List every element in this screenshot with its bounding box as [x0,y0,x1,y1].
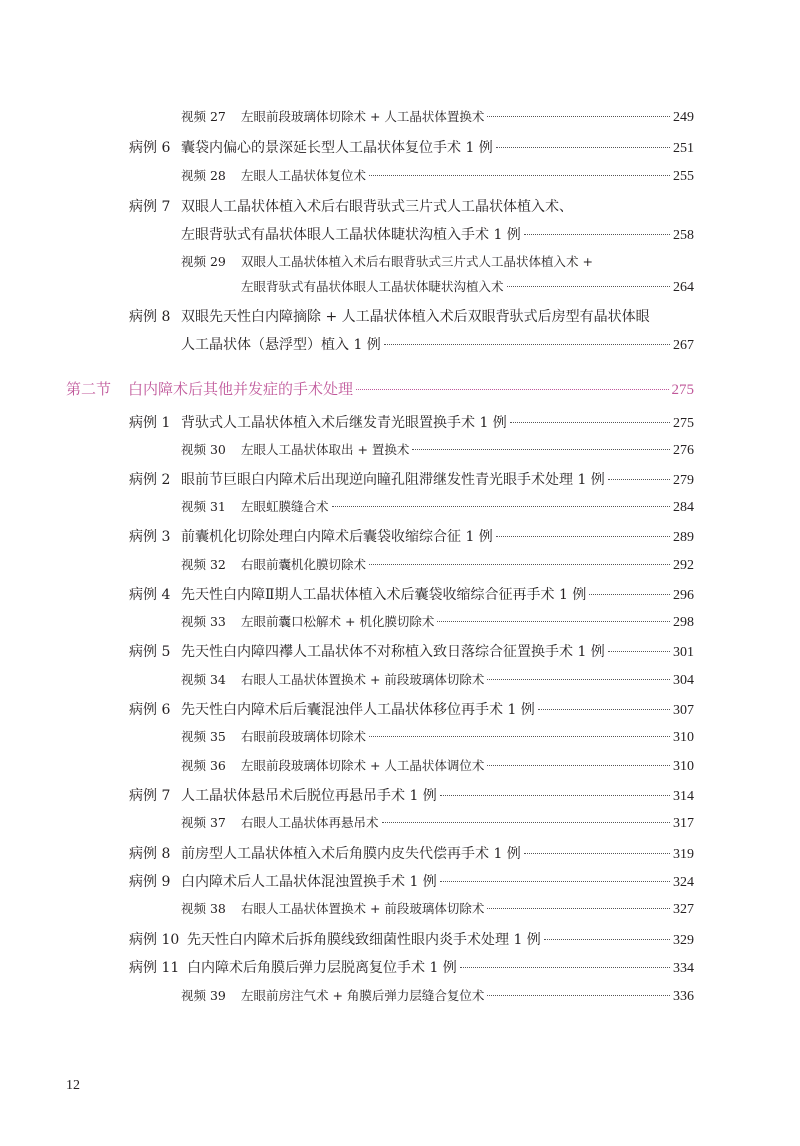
entry-title: 先天性白内障四襻人工晶状体不对称植入致日落综合征置换手术 1 例 [181,644,605,660]
entry-label: 病例 2 [129,472,171,488]
entry-title-continued: 左眼背驮式有晶状体眼人工晶状体睫状沟植入术 [241,279,504,294]
entry-title: 左眼前囊口松解术 + 机化膜切除术 [241,614,435,629]
entry-label: 病例 7 [129,199,171,215]
entry-page: 264 [673,280,694,295]
entry-title: 左眼前房注气术 + 角膜后弹力层缝合复位术 [241,988,485,1003]
entry-page: 279 [673,473,694,488]
entry-title: 右眼前段玻璃体切除术 [241,729,367,744]
dot-leader [544,939,670,940]
entry-page: 304 [673,673,694,688]
entry-page: 289 [673,530,694,545]
entry-title: 右眼人工晶状体置换术 + 前段玻璃体切除术 [241,672,485,687]
entry-page: 334 [673,961,694,976]
dot-leader [487,995,670,996]
entry-page: 327 [673,902,694,917]
entry-title: 双眼先天性白内障摘除 + 人工晶状体植入术后双眼背驮式后房型有晶状体眼 [181,309,650,325]
entry-label: 病例 6 [129,702,171,718]
toc-entry-video-39[interactable] [181,986,694,1005]
toc-entry-case-7b[interactable] [129,785,694,805]
entry-page: 275 [673,416,694,431]
entry-title: 左眼虹膜缝合术 [241,499,329,514]
entry-label: 视频 35 [181,729,226,744]
dot-leader [369,564,670,565]
entry-title: 右眼前囊机化膜切除术 [241,557,367,572]
dot-leader [382,822,670,823]
entry-title: 先天性白内障Ⅱ期人工晶状体植入术后囊袋收缩综合征再手术 1 例 [181,587,587,603]
entry-title: 眼前节巨眼白内障术后出现逆向瞳孔阻滞继发性青光眼手术处理 1 例 [181,472,605,488]
dot-leader [589,594,670,595]
dot-leader [608,651,670,652]
section-label: 第二节 [66,380,112,398]
dot-leader [384,344,670,345]
entry-page: 317 [673,816,694,831]
toc-entry-case-8b[interactable] [129,843,694,863]
entry-label: 视频 29 [181,254,226,269]
entry-label: 视频 38 [181,901,226,916]
dot-leader [487,908,670,909]
entry-title-continued: 左眼背驮式有晶状体眼人工晶状体睫状沟植入手术 1 例 [181,227,521,243]
toc-entry-case-11[interactable] [129,957,694,977]
dot-leader [440,881,670,882]
toc-entry-video-27[interactable] [181,107,694,126]
entry-label: 视频 31 [181,499,226,514]
entry-title: 背驮式人工晶状体植入术后继发青光眼置换手术 1 例 [181,415,507,431]
toc-section-2[interactable] [66,378,694,399]
entry-label: 视频 39 [181,988,226,1003]
toc-entry-video-28[interactable] [181,166,694,185]
toc-entry-video-29-cont[interactable] [241,277,694,296]
entry-page: 319 [673,847,694,862]
entry-title: 白内障术后角膜后弹力层脱离复位手术 1 例 [187,960,457,976]
entry-page: 284 [673,500,694,515]
section-page: 275 [671,382,694,398]
entry-page: 298 [673,615,694,630]
page-number: 12 [66,1078,80,1093]
dot-leader [460,967,670,968]
entry-title-continued: 人工晶状体（悬浮型）植入 1 例 [181,337,381,353]
entry-page: 276 [673,443,694,458]
dot-leader [608,479,670,480]
toc-entry-video-33[interactable] [181,612,694,631]
dot-leader [524,234,670,235]
entry-title: 双眼人工晶状体植入术后右眼背驮式三片式人工晶状体植入术、 [181,199,573,215]
dot-leader [369,736,670,737]
toc-entry-video-35[interactable] [181,727,694,746]
toc-entry-case-8-cont[interactable] [181,334,694,354]
toc-entry-case-3[interactable] [129,526,694,546]
entry-page: 307 [673,703,694,718]
entry-page: 301 [673,645,694,660]
entry-page: 251 [673,141,694,156]
entry-label: 病例 5 [129,644,171,660]
dot-leader [332,506,670,507]
toc-entry-case-8[interactable] [129,306,694,326]
dot-leader [369,175,670,176]
toc-entry-case-6b[interactable] [129,699,694,719]
dot-leader [538,709,670,710]
toc-entry-case-2[interactable] [129,469,694,489]
entry-title: 先天性白内障术后后囊混浊伴人工晶状体移位再手术 1 例 [181,702,535,718]
toc-entry-video-32[interactable] [181,555,694,574]
entry-label: 病例 8 [129,309,171,325]
dot-leader [487,679,670,680]
entry-label: 视频 28 [181,168,226,183]
dot-leader [507,286,670,287]
dot-leader [496,536,670,537]
toc-entry-case-7[interactable] [129,196,694,216]
entry-page: 255 [673,169,694,184]
entry-label: 病例 9 [129,874,171,890]
entry-page: 310 [673,730,694,745]
dot-leader [437,621,670,622]
entry-title: 左眼前段玻璃体切除术 + 人工晶状体置换术 [241,109,485,124]
entry-label: 视频 37 [181,815,226,830]
entry-title: 前房型人工晶状体植入术后角膜内皮失代偿再手术 1 例 [181,846,521,862]
toc-entry-case-6[interactable] [129,137,694,157]
entry-title: 人工晶状体悬吊术后脱位再悬吊手术 1 例 [181,788,437,804]
entry-title: 右眼人工晶状体置换术 + 前段玻璃体切除术 [241,901,485,916]
entry-title: 左眼人工晶状体取出 + 置换术 [241,442,410,457]
entry-label: 视频 32 [181,557,226,572]
entry-title: 白内障术后人工晶状体混浊置换手术 1 例 [181,874,437,890]
toc-entry-case-4[interactable] [129,584,694,604]
toc-entry-video-30[interactable] [181,440,694,459]
toc-entry-case-1[interactable] [129,412,694,432]
entry-title: 左眼人工晶状体复位术 [241,168,367,183]
entry-title: 右眼人工晶状体再悬吊术 [241,815,379,830]
entry-label: 病例 3 [129,529,171,545]
dot-leader [510,422,670,423]
entry-label: 病例 6 [129,140,171,156]
dot-leader [356,389,668,390]
toc-entry-video-29[interactable] [181,252,694,270]
dot-leader [524,853,670,854]
entry-title: 前囊机化切除处理白内障术后囊袋收缩综合征 1 例 [181,529,493,545]
toc-entry-case-5[interactable] [129,641,694,661]
entry-page: 292 [673,558,694,573]
entry-label: 病例 1 [129,415,171,431]
entry-title: 先天性白内障术后拆角膜线致细菌性眼内炎手术处理 1 例 [187,932,541,948]
entry-label: 病例 4 [129,587,171,603]
toc-entry-video-34[interactable] [181,670,694,689]
toc-entry-case-9[interactable] [129,871,694,891]
toc-entry-video-31[interactable] [181,497,694,516]
entry-page: 329 [673,933,694,948]
entry-page: 310 [673,759,694,774]
entry-page: 258 [673,228,694,243]
entry-page: 336 [673,989,694,1004]
entry-label: 视频 30 [181,442,226,457]
dot-leader [412,449,670,450]
entry-label: 病例 8 [129,846,171,862]
dot-leader [487,765,670,766]
dot-leader [440,795,670,796]
toc-entry-case-7-cont[interactable] [181,224,694,244]
toc-entry-case-10[interactable] [129,929,694,949]
entry-page: 324 [673,875,694,890]
toc-entry-video-38[interactable] [181,899,694,918]
entry-title: 双眼人工晶状体植入术后右眼背驮式三片式人工晶状体植入术 + [241,254,593,269]
entry-label: 视频 36 [181,758,226,773]
entry-title: 左眼前段玻璃体切除术 + 人工晶状体调位术 [241,758,485,773]
entry-label: 病例 11 [129,960,180,976]
entry-label: 病例 7 [129,788,171,804]
entry-page: 267 [673,338,694,353]
section-title: 白内障术后其他并发症的手术处理 [128,380,354,398]
dot-leader [496,147,670,148]
entry-label: 视频 27 [181,109,226,124]
dot-leader [487,116,670,117]
entry-label: 视频 34 [181,672,226,687]
toc-entry-video-37[interactable] [181,813,694,832]
entry-title: 囊袋内偏心的景深延长型人工晶状体复位手术 1 例 [181,140,493,156]
entry-label: 视频 33 [181,614,226,629]
entry-page: 249 [673,110,694,125]
entry-page: 296 [673,588,694,603]
entry-page: 314 [673,789,694,804]
toc-entry-video-36[interactable] [181,756,694,775]
entry-label: 病例 10 [129,932,180,948]
